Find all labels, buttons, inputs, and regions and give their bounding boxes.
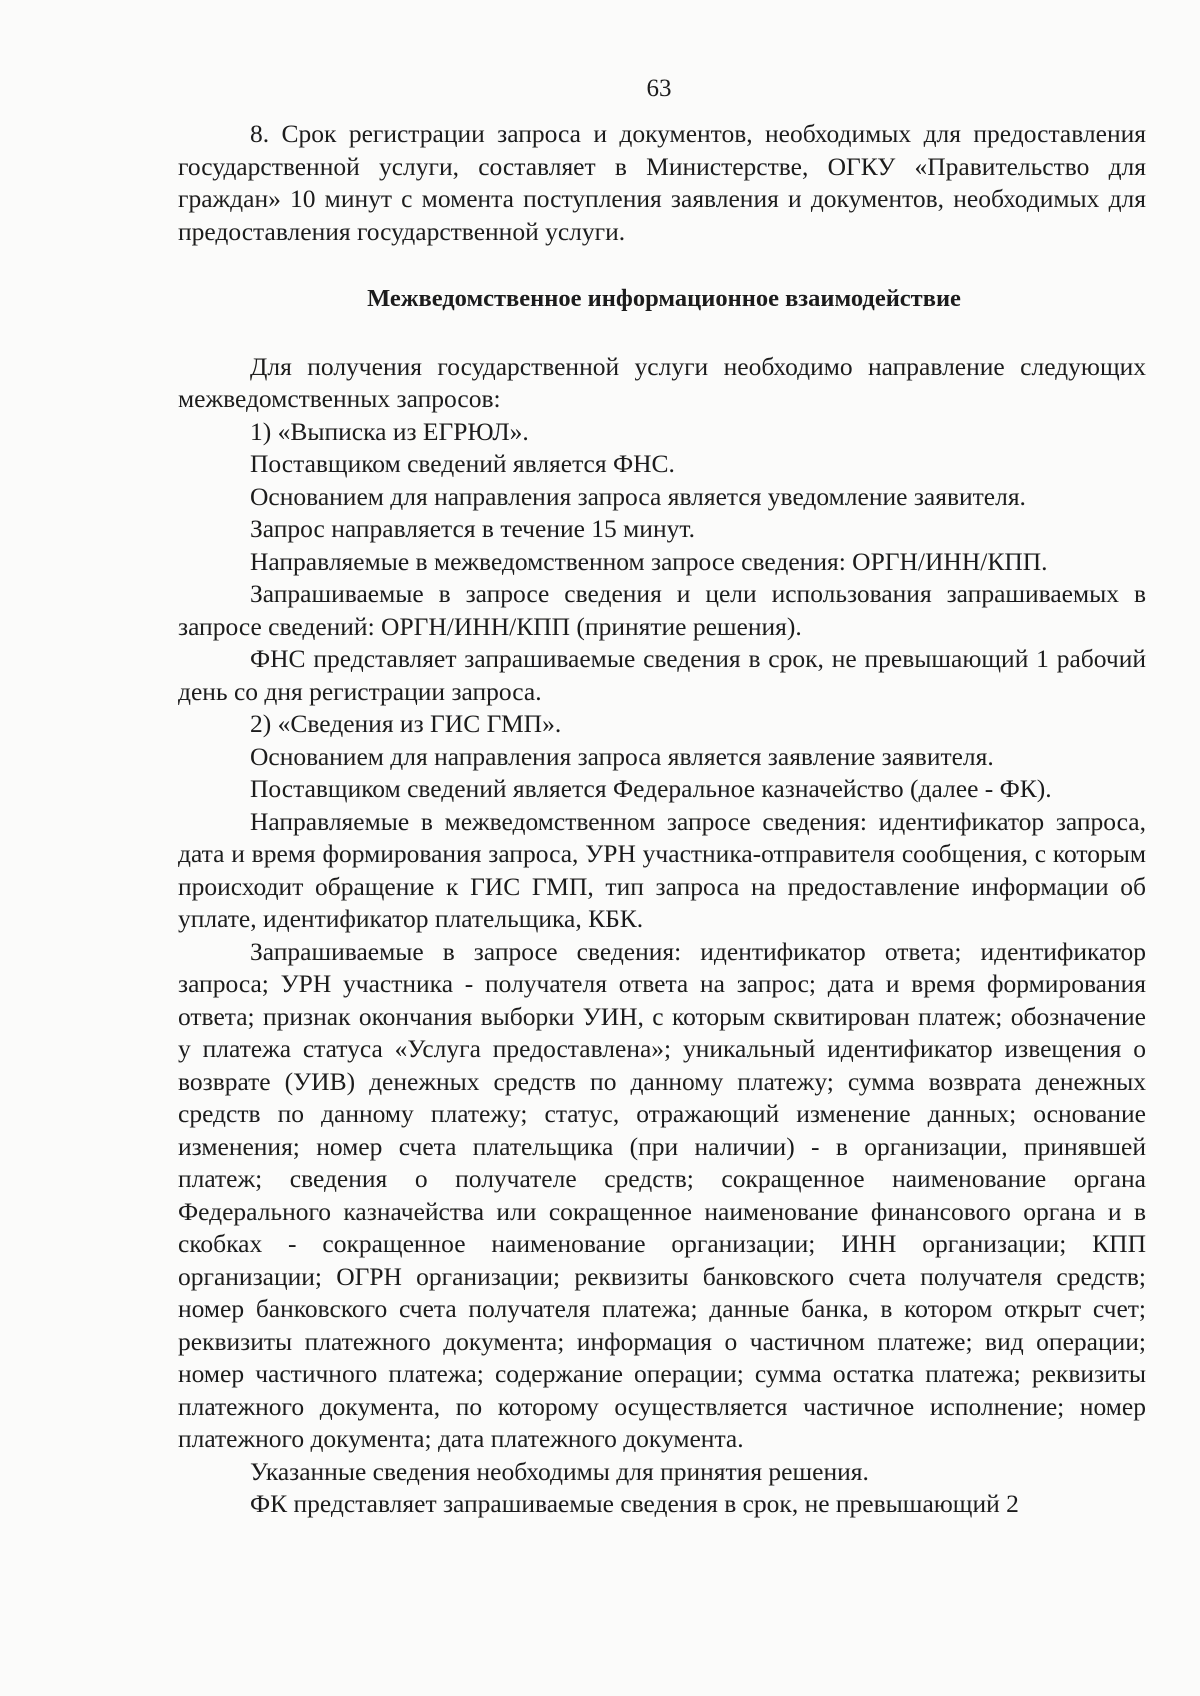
paragraph: Поставщиком сведений является Федеральное казначейство (далее - ФК). [250, 774, 1052, 803]
paragraph: ФК представляет запрашиваемые сведения в срок, не превышающий 2 [250, 1489, 1019, 1518]
document-body [178, 118, 1146, 1521]
paragraph: Направляемые в межведомственном запросе сведения: ОРГН/ИНН/КПП. [250, 546, 1048, 576]
paragraph: Направляемые в межведомственном запросе сведения: идентификатор запроса, дата и время формирования запроса, УРН участника-отправителя сообщения, с которым происходит обращение к ГИС ГМП, тип запроса на предоставление информации об уплате, идентификатор плательщика, КБК. [178, 806, 1146, 933]
paragraph: Запрашиваемые в запросе сведения и цели использования запрашиваемых в запросе сведений: ОРГН/ИНН/КПП (принятие решения). [178, 579, 1146, 641]
paragraph-registration-term: 8. Срок регистрации запроса и документов, необходимых для предоставления государственной услуги, составляет в Министерстве, ОГКУ «Правительство для граждан» 10 минут с момента поступления заявления и документов, необходимых для предоставления государственной услуги. [178, 119, 1146, 246]
section-heading: Межведомственное информационное взаимодействие [367, 285, 961, 312]
paragraph: 2) «Сведения из ГИС ГМП». [250, 709, 562, 738]
paragraph: Для получения государственной услуги необходимо направление следующих межведомственных запросов: [178, 351, 1146, 413]
paragraph: Основанием для направления запроса является заявление заявителя. [250, 741, 994, 771]
paragraph: 1) «Выписка из ЕГРЮЛ». [250, 416, 529, 446]
page-number: 63 [646, 75, 672, 102]
paragraph: Поставщиком сведений является ФНС. [250, 449, 675, 478]
paragraph: Запрашиваемые в запросе сведения: идентификатор ответа; идентификатор запроса; УРН участника - получателя ответа на запрос; дата и время формирования ответа; признак окончания выборки УИН, с которым сквитирован платеж; обозначение у платежа статуса «Услуга предоставлена»; уникальный идентификатор извещения о возврате (УИВ) денежных средств по данному платежу; сумма возврата денежных средств по данному платежу; статус, отражающий изменение данных; основание изменения; номер счета плательщика (при наличии) - в организации, принявшей платеж; сведения о получателе средств; сокращенное наименование органа Федерального казначейства или сокращенное наименование финансового органа и в скобках - сокращенное наименование организации; ИНН организации; КПП организации; ОГРН организации; реквизиты банковского счета получателя средств; номер банковского счета получателя платежа; данные банка, в котором открыт счет; реквизиты платежного документа; информация о частичном платеже; вид операции; номер частичного платежа; содержание операции; сумма остатка платежа; реквизиты платежного документа, по которому осуществляется частичное исполнение; номер платежного документа; дата платежного документа. [178, 936, 1146, 1453]
paragraph: Основанием для направления запроса является уведомление заявителя. [250, 481, 1026, 511]
paragraph: Указанные сведения необходимы для принятия решения. [250, 1456, 869, 1486]
paragraph: ФНС представляет запрашиваемые сведения в срок, не превышающий 1 рабочий день со дня регистрации запроса. [178, 644, 1146, 706]
paragraph: Запрос направляется в течение 15 минут. [250, 514, 695, 543]
